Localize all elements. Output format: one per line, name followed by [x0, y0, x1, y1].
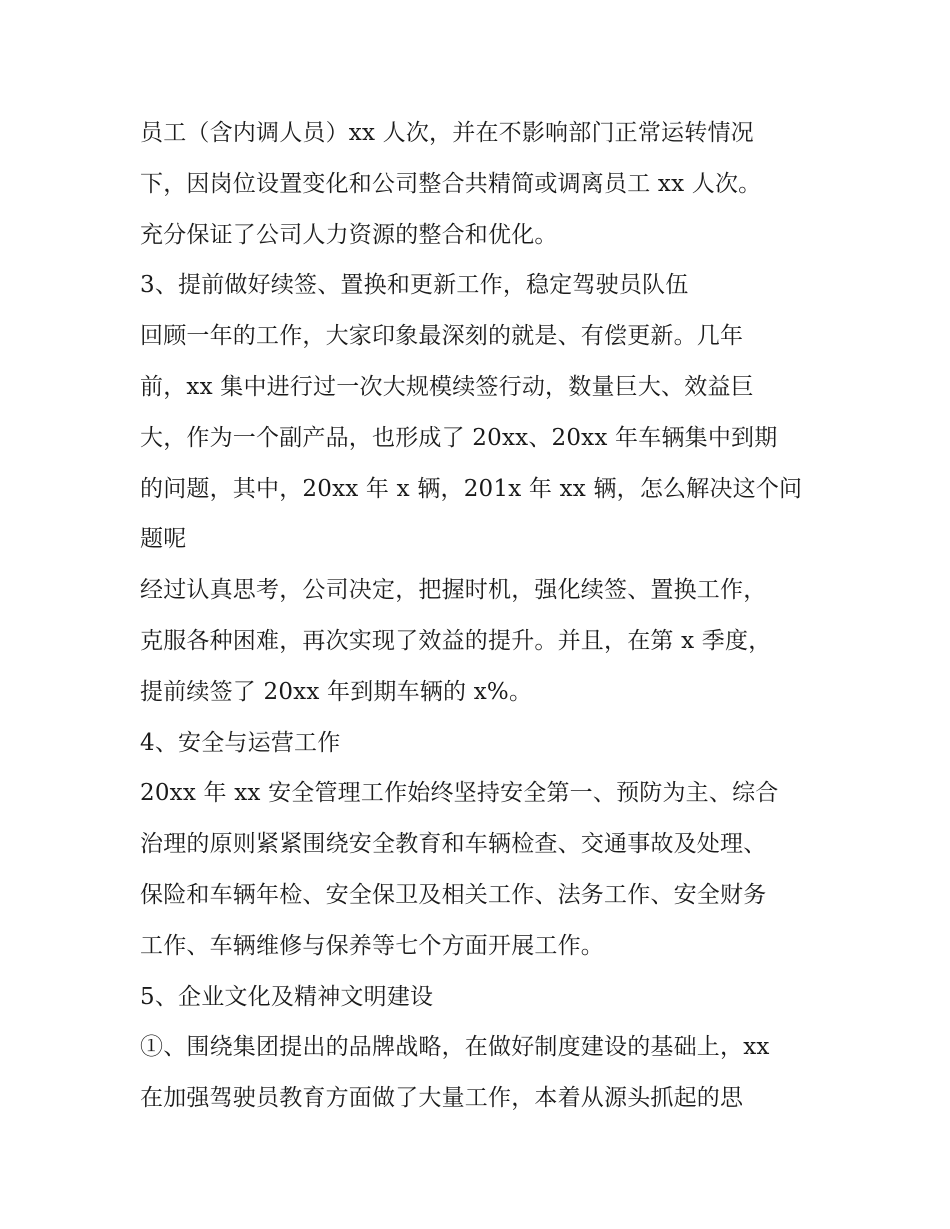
text-line: 提前续签了 20xx 年到期车辆的 x%。: [140, 678, 533, 705]
text-line: 前，xx 集中进行过一次大规模续签行动，数量巨大、效益巨: [140, 373, 754, 400]
section-heading-4: 4、安全与运营工作: [140, 729, 341, 756]
text-line: 下，因岗位设置变化和公司整合共精简或调离员工 xx 人次。: [140, 170, 762, 197]
text-line: 大，作为一个副产品，也形成了 20xx、20xx 年车辆集中到期: [140, 424, 778, 451]
text-line: 员工（含内调人员）xx 人次，并在不影响部门正常运转情况: [140, 120, 754, 146]
text-line: 经过认真思考，公司决定，把握时机，强化续签、置换工作，: [140, 577, 767, 604]
text-line: 工作、车辆维修与保养等七个方面开展工作。: [140, 932, 604, 959]
text-line: 回顾一年的工作，大家印象最深刻的就是、有偿更新。几年: [140, 323, 744, 350]
text-line: 克服各种困难，再次实现了效益的提升。并且，在第 x 季度，: [140, 627, 772, 654]
text-line: 充分保证了公司人力资源的整合和优化。: [140, 221, 558, 248]
text-line: 20xx 年 xx 安全管理工作始终坚持安全第一、预防为主、综合: [140, 780, 779, 807]
text-line: 题呢: [140, 526, 187, 553]
section-heading-3: 3、提前做好续签、置换和更新工作，稳定驾驶员队伍: [140, 272, 689, 299]
text-line: 在加强驾驶员教育方面做了大量工作，本着从源头抓起的思: [140, 1085, 744, 1112]
text-line: ①、围绕集团提出的品牌战略，在做好制度建设的基础上，xx: [140, 1034, 770, 1061]
text-line: 的问题，其中，20xx 年 x 辆，201x 年 xx 辆，怎么解决这个问: [140, 475, 803, 502]
document-body: [140, 108, 830, 1124]
section-heading-5: 5、企业文化及精神文明建设: [140, 983, 434, 1010]
text-line: 治理的原则紧紧围绕安全教育和车辆检查、交通事故及处理、: [140, 831, 767, 858]
text-line: 保险和车辆年检、安全保卫及相关工作、法务工作、安全财务: [140, 881, 767, 908]
